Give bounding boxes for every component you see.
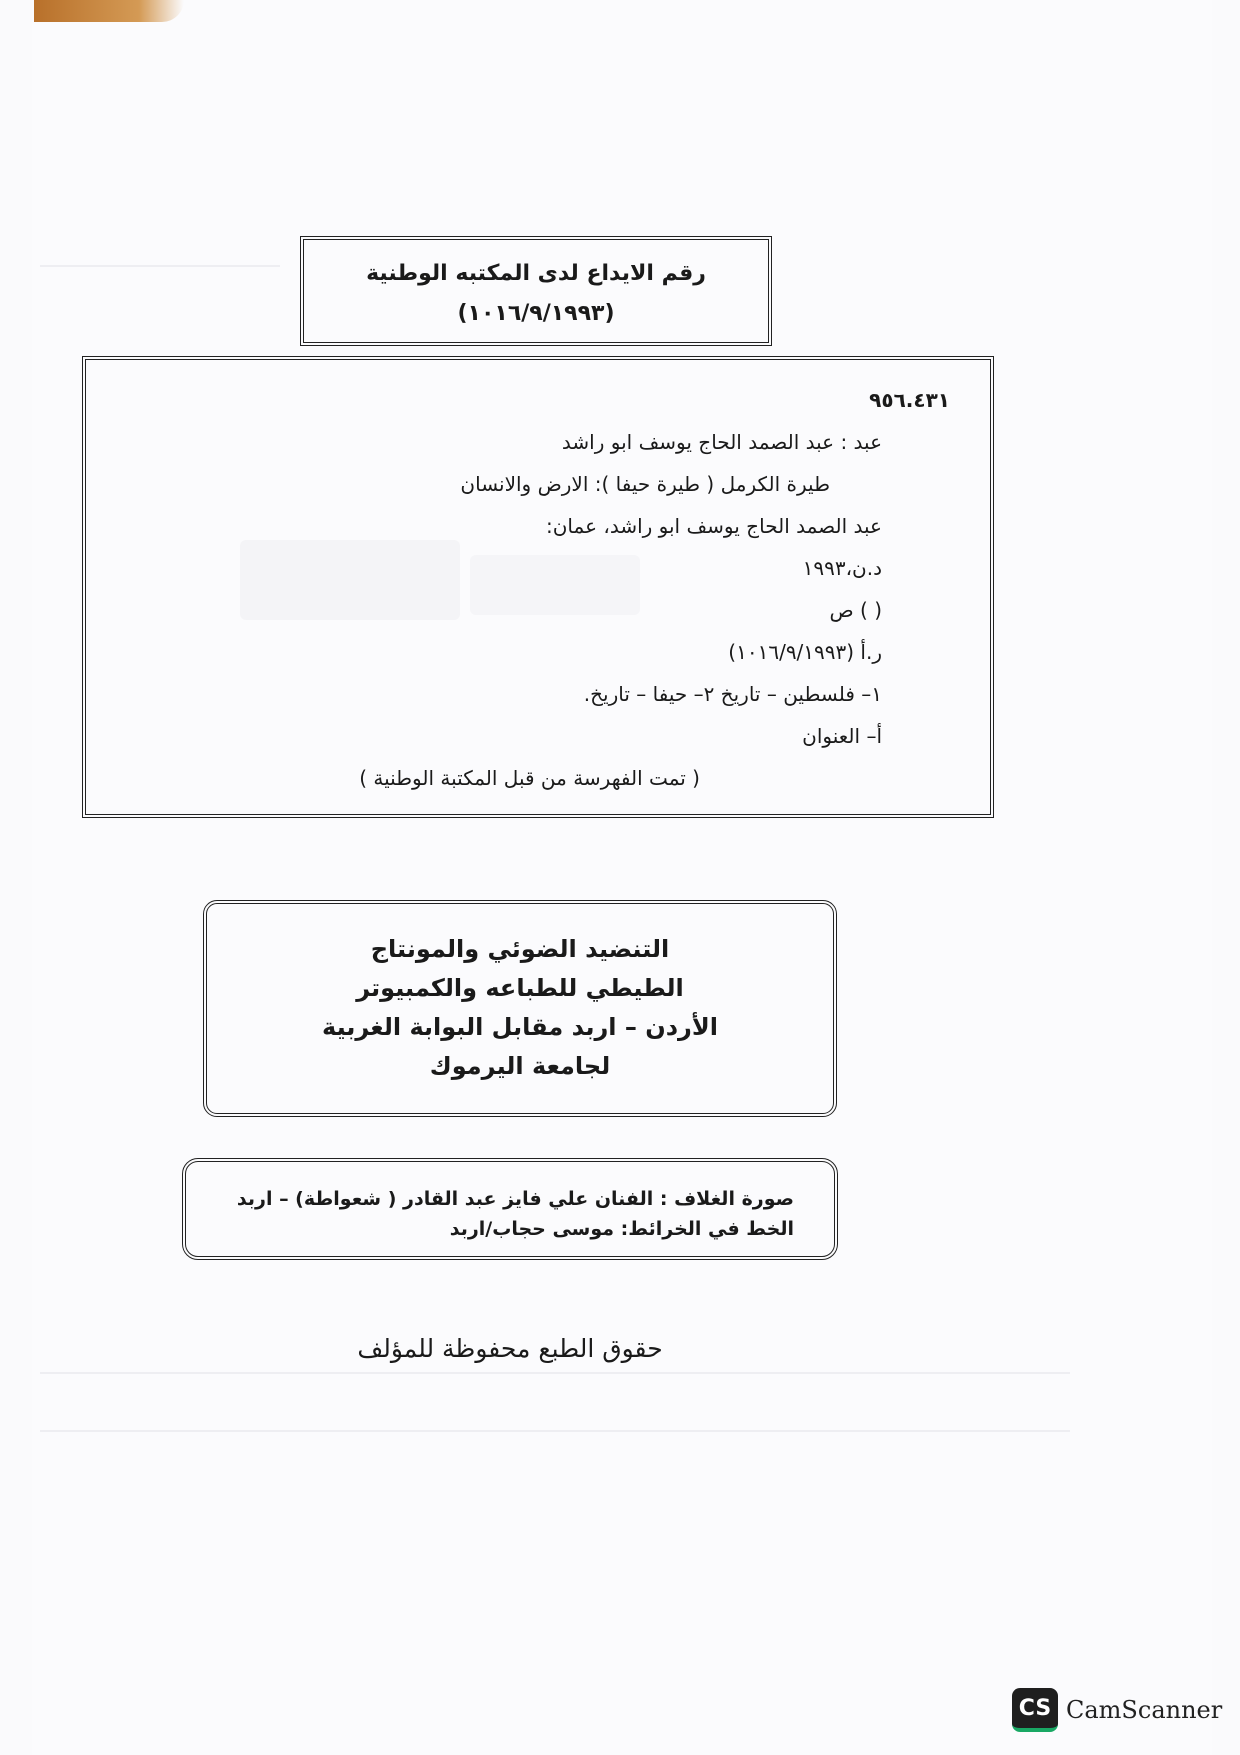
book-title: طيرة الكرمل ( طيرة حيفا ): الارض والانسان (460, 472, 830, 496)
press-line-3: الأردن – اربد مقابل البوابة الغربية (322, 1013, 718, 1041)
publisher-line: عبد الصمد الحاج يوسف ابو راشد، عمان: (546, 514, 882, 538)
title-entry: أ– العنوان (802, 724, 882, 748)
camscanner-label: CamScanner (1066, 1696, 1223, 1724)
camscanner-watermark (1012, 1688, 1222, 1732)
press-line-2: الطيطي للطباعه والكمبيوتر (356, 974, 684, 1002)
deposit-reference: ر.أ (١٠١٦/٩/١٩٩٣) (728, 640, 882, 664)
deposit-number: (١٠١٦/٩/١٩٩٣) (457, 301, 615, 326)
map-calligraphy-credit: الخط في الخرائط: موسى حجاب/اربد (449, 1218, 794, 1240)
author-entry: عبد : عبد الصمد الحاج يوسف ابو راشد (561, 430, 882, 454)
cover-credits-box (182, 1158, 838, 1260)
press-line-1: التنضيد الضوئي والمونتاج (370, 935, 670, 963)
bleed-through-line (40, 265, 280, 267)
deposit-label: رقم الايداع لدى المكتبه الوطنية (366, 261, 706, 286)
cataloguing-note: ( تمت الفهرسة من قبل المكتبة الوطنية ) (359, 766, 700, 790)
catalog-record-box (82, 356, 994, 818)
subject-headings: ١– فلسطين – تاريخ ٢– حيفا – تاريخ. (583, 682, 882, 706)
cover-photo-credit: صورة الغلاف : الفنان علي فايز عبد القادر ( شعواطة) – اربد (236, 1188, 794, 1210)
publication-date: د.ن،١٩٩٣ (802, 556, 882, 580)
typesetting-box (203, 900, 837, 1117)
deposit-number-box (300, 236, 772, 346)
bleed-through-line (40, 1430, 1070, 1432)
classification-number: ٩٥٦.٤٣١ (869, 388, 950, 412)
camscanner-icon: CS (1012, 1688, 1058, 1732)
bleed-through-line (40, 1372, 1070, 1374)
press-line-4: لجامعة اليرموك (429, 1052, 611, 1080)
page-count: ( ) ص (829, 598, 882, 622)
copyright-notice: حقوق الطبع محفوظة للمؤلف (357, 1334, 663, 1363)
page-corner-stain (34, 0, 184, 22)
